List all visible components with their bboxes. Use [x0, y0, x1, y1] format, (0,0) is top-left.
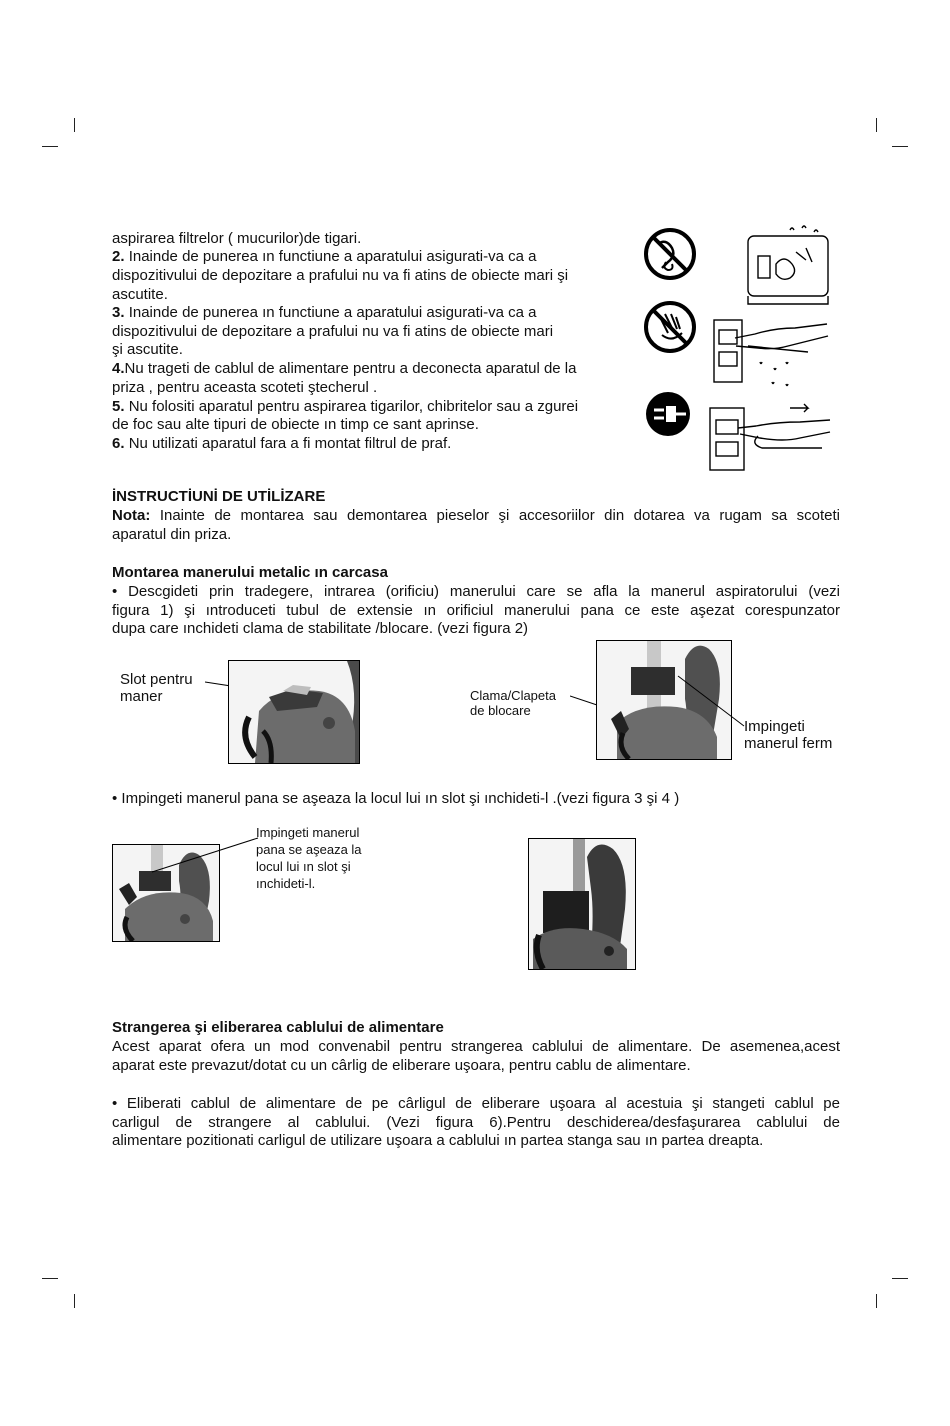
cable-paragraph-1 [112, 1038, 840, 1075]
figure-4-photo [528, 838, 636, 970]
fig2-right-label-line: manerul ferm [744, 735, 833, 752]
usage-note [112, 507, 840, 544]
safety-line: dispozitivului de depozitare a prafului nu va fi atins de obiecte mari [112, 323, 554, 340]
safety-line: ascutite. [112, 286, 168, 303]
unplug-icon [646, 392, 690, 436]
usage-heading: İNSTRUCTİUNİ DE UTİLİZARE [112, 488, 326, 505]
fig1-label-line: maner [120, 688, 163, 705]
cable-paragraph-2 [112, 1095, 840, 1151]
paragraph-line: • Eliberati cablul de alimentare de pe cârligul de eliberare uşoara al acestuia şi stangeti cablul pe [112, 1095, 840, 1112]
fig1-label-line: Slot pentru [120, 671, 193, 688]
safety-line: şi ascutite. [112, 341, 183, 358]
fig2-label-line: Clama/Clapeta [470, 688, 556, 703]
safety-item-2 [112, 248, 536, 267]
fig3-label-line: pana se aşeaza la [256, 842, 362, 857]
item-text: Nu trageti de cablul de alimentare pentru a deconecta aparatul de la [124, 360, 577, 377]
paragraph-line: dupa care ınchideti clama de stabilitate /blocare. (vezi figura 2) [112, 620, 529, 637]
fig2-right-label-line: Impingeti [744, 718, 805, 735]
crop-mark [42, 146, 58, 147]
safety-line: aspirarea filtrelor ( mucurilor)de tigari. [112, 230, 362, 247]
note-text: Inainte de montarea sau demontarea pieselor şi accesoriilor din dotarea va rugam sa scoteti [159, 507, 841, 524]
safety-line: dispozitivului de depozitare a prafului nu va fi atins de obiecte mari şi [112, 267, 569, 284]
fig3-leader-line [150, 836, 260, 876]
safety-item-5 [112, 398, 578, 417]
item-number: 3. [112, 304, 125, 321]
crop-mark [876, 1294, 877, 1308]
crop-mark [74, 118, 75, 132]
no-water-icon [646, 230, 694, 278]
crop-mark [74, 1294, 75, 1308]
item-text: Inainde de punerea ın functiune a aparatului asigurati-va ca a [128, 304, 537, 321]
safety-item-6 [112, 435, 451, 454]
paragraph-line: Acest aparat ofera un mod convenabil pentru strangerea cablului de alimentare. De asemenea,acest [112, 1038, 840, 1055]
safety-line: priza , pentru aceasta scoteti ştecherul . [112, 379, 378, 396]
crop-mark [892, 1278, 908, 1279]
figure-1-photo [228, 660, 360, 764]
paragraph-line: figura 1) şi ıntroduceti tubul de extensie ın orificiul manerului pana ce este aşezat corespunzator [112, 601, 840, 619]
fig3-label-line: locul lui ın slot şi [256, 859, 351, 874]
item-number: 4. [112, 360, 125, 377]
safety-item-3 [112, 304, 536, 323]
fig2-label-line: de blocare [470, 703, 531, 718]
paragraph-line: alimentare pozitionati carligul de utilizare uşoara a cablului ın partea stanga sau ın partea dreapta. [112, 1132, 764, 1149]
item-number: 6. [112, 435, 125, 452]
crop-mark [42, 1278, 58, 1279]
safety-illustrations [640, 222, 840, 477]
crop-mark [876, 118, 877, 132]
vacuum-wet-illustration [748, 226, 828, 304]
fig2-right-leader-line [676, 672, 746, 730]
paragraph-line: • Descgideti prin tradegere, intrarea (orificiu) manerului care se afla la manerul aspiratorului (vezi [112, 583, 840, 600]
safety-item-4 [112, 360, 576, 379]
unplug-outlet-illustration [710, 404, 830, 470]
note-text: aparatul din priza. [112, 525, 232, 543]
no-wet-hands-icon [646, 303, 694, 351]
item-text: Nu utilizati aparatul fara a fi montat filtrul de praf. [128, 435, 452, 452]
fig3-label-line: ınchideti-l. [256, 876, 316, 891]
item-text: Nu folositi aparatul pentru aspirarea tigarilor, chibritelor sau a zgurei [128, 398, 579, 415]
paragraph-line: carligul de strangere al cablului. (Vezi figura 6).Pentru deschiderea/desfaşurarea cablului de [112, 1113, 840, 1131]
handle-heading: Montarea manerului metalic ın carcasa [112, 564, 388, 581]
fig3-label-line: Impingeti manerul [256, 825, 360, 840]
crop-mark [892, 146, 908, 147]
item-number: 2. [112, 248, 125, 265]
paragraph-line: aparat este prevazut/dotat cu un cârlig de eliberare uşoara, pentru cablu de alimentare. [112, 1056, 691, 1074]
note-label: Nota: [112, 507, 151, 524]
safety-line: de foc sau alte tipuri de obiecte ın timp ce sant aprinse. [112, 416, 479, 433]
item-number: 5. [112, 398, 125, 415]
item-text: Inainde de punerea ın functiune a aparatului asigurati-va ca a [128, 248, 537, 265]
cable-heading: Strangerea şi eliberarea cablului de alimentare [112, 1019, 444, 1036]
handle-bullet-2: • Impingeti manerul pana se aşeaza la locul lui ın slot şi ınchideti-l .(vezi figura 3 şi 4 ) [112, 790, 680, 807]
handle-paragraph [112, 583, 840, 639]
wet-hand-outlet-illustration [714, 320, 828, 386]
